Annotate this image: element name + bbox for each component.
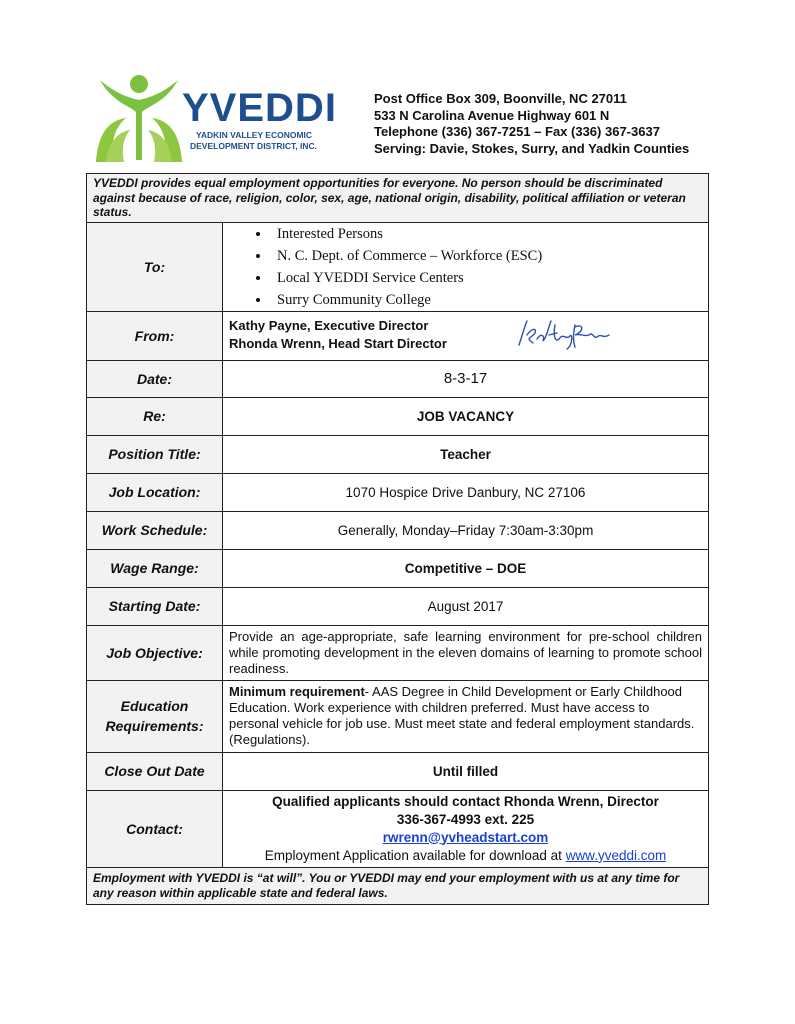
job-objective-label: Job Objective: [87, 625, 223, 680]
from-value [223, 311, 709, 360]
education-requirements-text: - AAS Degree in Child Development or Early Childhood Education. Work experience with children preferred. Must have access to personal vehicle for job use. Must meet state and federal employment standards. (Regulations). [229, 684, 695, 747]
starting-date-value: August 2017 [223, 587, 709, 625]
job-objective-value: Provide an age-appropriate, safe learning environment for pre-school children while promoting development in the eleven domains of learning to promote school readiness. [223, 625, 709, 680]
sender-head-start-director: Rhonda Wrenn, Head Start Director [229, 336, 447, 351]
contact-value [223, 790, 709, 867]
list-item: • Surry Community College [271, 289, 708, 311]
education-label-line: Education [120, 698, 189, 714]
address-line: 533 N Carolina Avenue Highway 601 N [374, 107, 610, 123]
contact-instructions: Qualified applicants should contact Rhonda Wrenn, Director [272, 793, 659, 809]
logo-brand: YVEDDI [182, 86, 337, 130]
contact-email-link[interactable]: rwrenn@yvheadstart.com [382, 829, 549, 845]
logo-tagline-line: DEVELOPMENT DISTRICT, INC. [190, 141, 318, 151]
organization-address [374, 91, 689, 157]
contact-label: Contact: [87, 790, 223, 867]
education-requirements-value [223, 680, 709, 752]
leaf-figure-icon [92, 72, 187, 164]
distribution-list [223, 222, 709, 311]
re-value: JOB VACANCY [223, 397, 709, 435]
equal-opportunity-notice: YVEDDI provides equal employment opportunities for everyone. No person should be discriminated against because of race, religion, color, sex, age, national origin, disability, political affiliation or veteran status. [87, 174, 709, 223]
position-title-value: Teacher [223, 435, 709, 473]
logo-tagline [190, 130, 317, 152]
education-requirements-label [87, 680, 223, 752]
close-out-date-label: Close Out Date [87, 752, 223, 790]
at-will-employment-notice: Employment with YVEDDI is “at will”. You or YVEDDI may end your employment with us at any time for any reason within applicable state and federal laws. [87, 867, 709, 904]
work-schedule-label: Work Schedule: [87, 511, 223, 549]
close-out-date-value: Until filled [223, 752, 709, 790]
telephone-line: Telephone (336) 367-7251 – Fax (336) 367-3637 [374, 124, 660, 139]
website-link[interactable]: www.yveddi.com [565, 847, 667, 863]
education-label-line: Requirements: [105, 718, 204, 734]
minimum-requirement-lead: Minimum requirement [229, 684, 365, 699]
list-item: • Local YVEDDI Service Centers [271, 267, 708, 289]
job-location-label: Job Location: [87, 473, 223, 511]
yveddi-logo [92, 72, 337, 164]
from-label: From: [87, 311, 223, 360]
address-line: Post Office Box 309, Boonville, NC 27011 [374, 91, 627, 106]
re-label: Re: [87, 397, 223, 435]
position-title-label: Position Title: [87, 435, 223, 473]
wage-range-value: Competitive – DOE [223, 549, 709, 587]
starting-date-label: Starting Date: [87, 587, 223, 625]
sender-executive-director: Kathy Payne, Executive Director [229, 318, 429, 333]
signature-kathy-payne [513, 317, 613, 353]
wage-range-label: Wage Range: [87, 549, 223, 587]
date-label: Date: [87, 360, 223, 397]
contact-phone: 336-367-4993 ext. 225 [396, 811, 535, 827]
logo-tagline-line: YADKIN VALLEY ECONOMIC [196, 130, 313, 140]
application-text: Employment Application available for download at [264, 847, 566, 863]
to-label: To: [87, 222, 223, 311]
list-item: • Interested Persons [271, 223, 708, 245]
list-item: • N. C. Dept. of Commerce – Workforce (ESC) [271, 245, 708, 267]
work-schedule-value: Generally, Monday–Friday 7:30am-3:30pm [223, 511, 709, 549]
date-value: 8-3-17 [223, 360, 709, 397]
job-vacancy-memo [86, 173, 709, 905]
service-area-line: Serving: Davie, Stokes, Surry, and Yadkin Counties [374, 140, 690, 156]
job-location-value: 1070 Hospice Drive Danbury, NC 27106 [223, 473, 709, 511]
